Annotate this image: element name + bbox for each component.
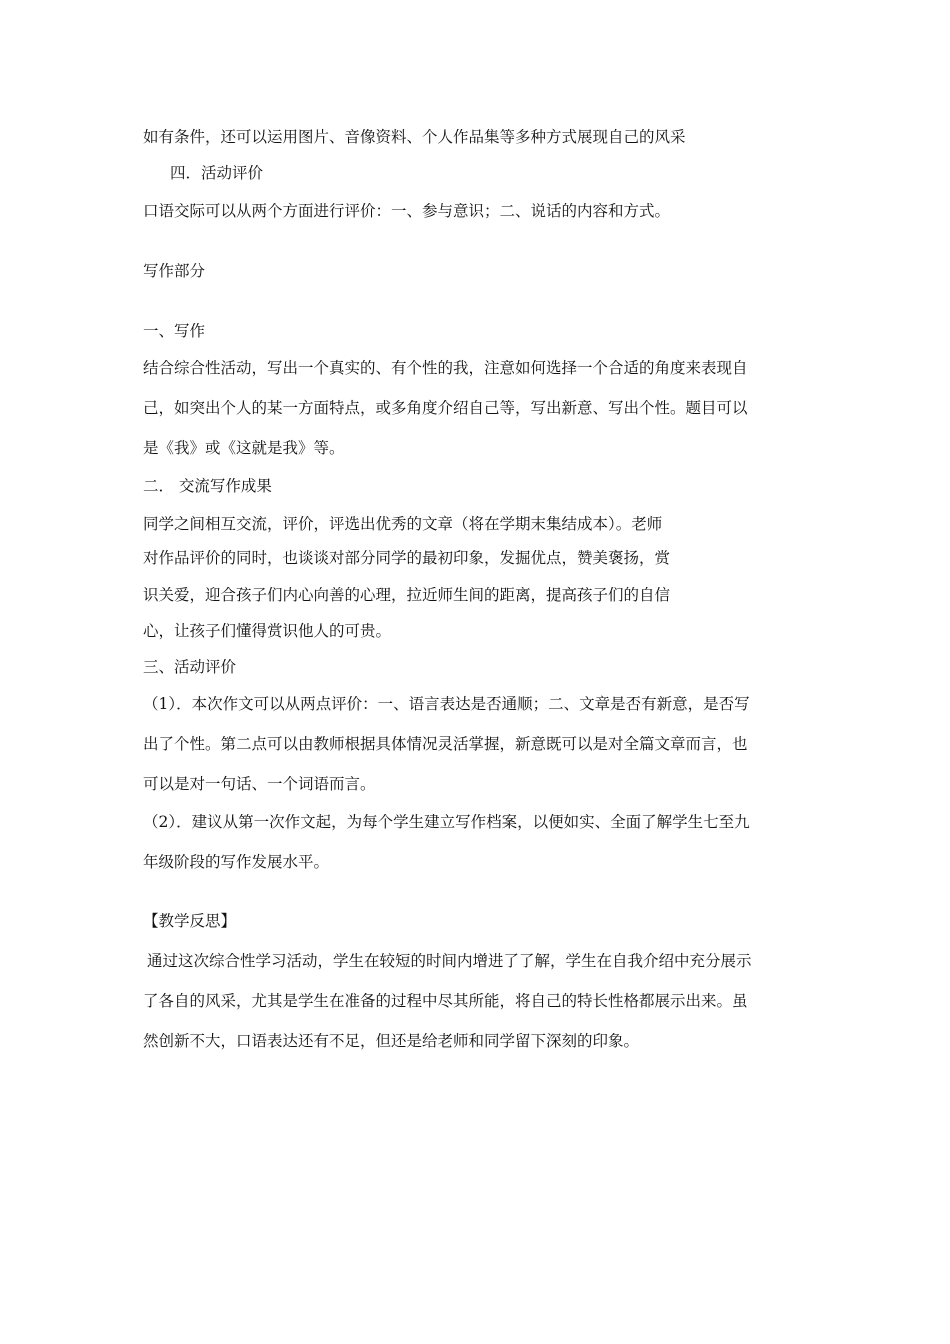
paragraph-line: 己，如突出个人的某一方面特点，或多角度介绍自己等，写出新意、写出个性。题目可以 [143,399,748,417]
paragraph-line: 通过这次综合性学习活动，学生在较短的时间内增进了了解，学生在自我介绍中充分展示 [147,952,752,970]
paragraph-line: 了各自的风采，尤其是学生在准备的过程中尽其所能，将自己的特长性格都展示出来。虽 [143,992,748,1010]
section-heading: 【教学反思】 [143,912,237,930]
section-heading: 三、活动评价 [143,658,237,676]
paragraph-line: 心，让孩子们懂得赏识他人的可贵。 [143,622,392,640]
paragraph-line: 可以是对一句话、一个词语而言。 [143,775,376,793]
paragraph-line: 对作品评价的同时，也谈谈对部分同学的最初印象，发掘优点，赞美褒扬，赏 [143,549,671,567]
section-heading: 写作部分 [143,262,206,280]
paragraph-line: 然创新不大，口语表达还有不足，但还是给老师和同学留下深刻的印象。 [143,1032,640,1050]
paragraph-line: 出了个性。第二点可以由教师根据具体情况灵活掌握，新意既可以是对全篇文章而言，也 [143,735,748,753]
section-heading: 一、写作 [143,322,206,340]
section-heading: 二． 交流写作成果 [143,477,272,495]
paragraph-line: 是《我》或《这就是我》等。 [143,439,345,457]
paragraph-line: 同学之间相互交流，评价，评选出优秀的文章（将在学期末集结成本）。老师 [143,515,663,533]
section-heading: 四．活动评价 [170,164,264,182]
paragraph-line: （1）．本次作文可以从两点评价：一、语言表达是否通顺；二、文章是否有新意，是否写 [143,695,750,713]
paragraph-line: 口语交际可以从两个方面进行评价：一、参与意识；二、说话的内容和方式。 [143,202,671,220]
paragraph-line: 结合综合性活动，写出一个真实的、有个性的我，注意如何选择一个合适的角度来表现自 [143,359,748,377]
paragraph-line: 年级阶段的写作发展水平。 [143,853,330,871]
paragraph-line: 识关爱，迎合孩子们内心向善的心理，拉近师生间的距离，提高孩子们的自信 [143,586,671,604]
paragraph-line: （2）．建议从第一次作文起，为每个学生建立写作档案，以便如实、全面了解学生七至九 [143,813,750,831]
paragraph-line: 如有条件，还可以运用图片、音像资料、个人作品集等多种方式展现自己的风采 [143,128,686,146]
